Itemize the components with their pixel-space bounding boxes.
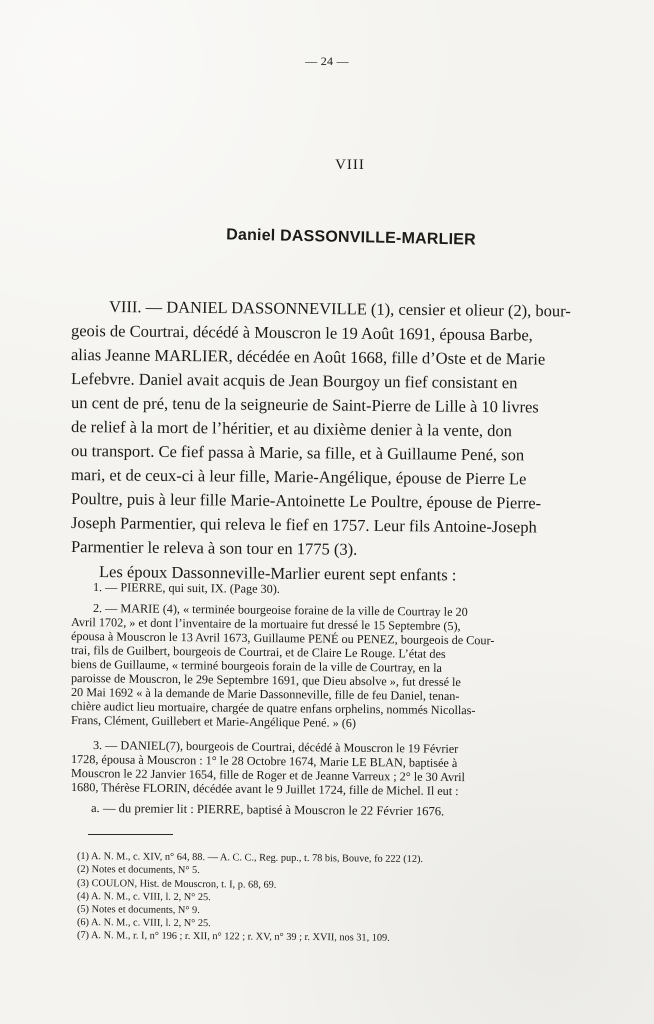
page-number: — 24 — <box>305 54 349 68</box>
child-entry-marie-line: chière audict lieu mortuaire, chargée de quatre enfans orphelins, nommés Nicollas- <box>70 699 476 718</box>
body-line: alias Jeanne MARLIER, décédée en Août 1668, fille d’Oste et de Marie <box>70 345 546 369</box>
chapter-title: Daniel DASSONVILLE-MARLIER <box>226 226 476 249</box>
child-entry-marie-line: épousa à Mouscron le 13 Avril 1673, Guillaume PENÉ ou PENEZ, bourgeois de Cour- <box>70 629 495 648</box>
child-entry-marie-line: Avril 1702, » et dont l’inventaire de la mortuaire fut dressé le 15 Septembre (5), <box>70 615 461 634</box>
body-line: de relief à la mort de l’héritier, et au dixième denier à la vente, don <box>70 417 513 441</box>
child-entry-daniel-line: 1680, Thérèse FLORIN, décédée avant le 9 Juillet 1724, fille de Michel. Il eut : <box>70 780 459 799</box>
body-line: Joseph Parmentier, qui releva le fief en 1757. Leur fils Antoine-Joseph <box>70 513 537 537</box>
footnote: (4) A. N. M., c. VIII, l. 2, N° 25. <box>76 891 211 904</box>
child-entry-daniel-line: 1728, épousa à Mouscron : 1° le 28 Octobre 1674, Marie LE BLAN, baptisée à <box>70 752 458 771</box>
footnote: (5) Notes et documents, N° 9. <box>76 904 200 917</box>
chapter-roman-numeral: VIII <box>335 157 365 173</box>
footnote-rule <box>88 834 173 835</box>
body-line: Parmentier le releva à son tour en 1775 (3). <box>70 537 358 559</box>
body-line: Lefebvre. Daniel avait acquis de Jean Bourgoy un fief consistant en <box>70 369 518 393</box>
footnote: (3) COULON, Hist. de Mouscron, t. I, p. 68, 69. <box>76 878 277 891</box>
body-line: VIII. — DANIEL DASSONNEVILLE (1), censier et olieur (2), bour- <box>108 297 571 321</box>
body-line: Poultre, puis à leur fille Marie-Antoinette Le Poultre, épouse de Pierre- <box>70 489 542 513</box>
footnote: (2) Notes et documents, N° 5. <box>76 864 200 877</box>
child-entry-daniel-line: 3. — DANIEL(7), bourgeois de Courtrai, décédé à Mouscron le 19 Février <box>92 738 459 756</box>
child-entry-daniel-line: Mouscron le 22 Janvier 1654, fille de Roger et de Jeanne Varreux ; 2° le 30 Avril <box>70 766 466 785</box>
child-entry-marie-line: paroisse de Mouscron, le 29e Septembre 1691, que Dieu absolve », fut dressé le <box>70 671 461 690</box>
child-entry-marie-line: 20 Mai 1692 « à la demande de Marie Dassonneville, fille de feu Daniel, tenan- <box>70 685 460 704</box>
child-entry-pierre: 1. — PIERRE, qui suit, IX. (Page 30). <box>92 580 280 596</box>
footnote: (1) A. N. M., c. XIV, n° 64, 88. — A. C. C., Reg. pup., t. 78 bis, Bouve, fo 222 (12). <box>76 851 424 866</box>
body-line: Les époux Dassonneville-Marlier eurent sept enfants : <box>98 562 457 585</box>
footnote: (6) A. N. M., c. VIII, l. 2, N° 25. <box>76 917 211 930</box>
child-entry-marie-line: 2. — MARIE (4), « terminée bourgeoise foraine de la ville de Courtray le 20 <box>92 601 468 619</box>
child-entry-marie-line: trai, fils de Guilbert, bourgeois de Courtrai, et de Claire Le Rouge. L’état des <box>70 643 446 661</box>
child-entry-marie-line: Frans, Clément, Guillebert et Marie-Angélique Pené. » (6) <box>70 713 357 730</box>
child-entry-marie-line: biens de Guillaume, « terminé bourgeois forain de la ville de Courtray, en la <box>70 657 442 675</box>
body-line: ou transport. Ce fief passa à Marie, sa fille, et à Guillaume Pené, son <box>70 441 525 465</box>
footnote: (7) A. N. M., r. I, n° 196 ; r. XII, n° 122 ; r. XV, n° 39 ; r. XVII, nos 31, 109. <box>76 930 390 944</box>
body-line: geois de Courtrai, décédé à Mouscron le 19 Août 1691, épousa Barbe, <box>70 321 533 345</box>
body-line: mari, et de ceux-ci à leur fille, Marie-Angélique, épouse de Pierre Le <box>70 465 527 489</box>
sub-entry-a: a. — du premier lit : PIERRE, baptisé à Mouscron le 22 Février 1676. <box>90 801 445 819</box>
body-line: un cent de pré, tenu de la seigneurie de Saint-Pierre de Lille à 10 livres <box>70 393 539 417</box>
